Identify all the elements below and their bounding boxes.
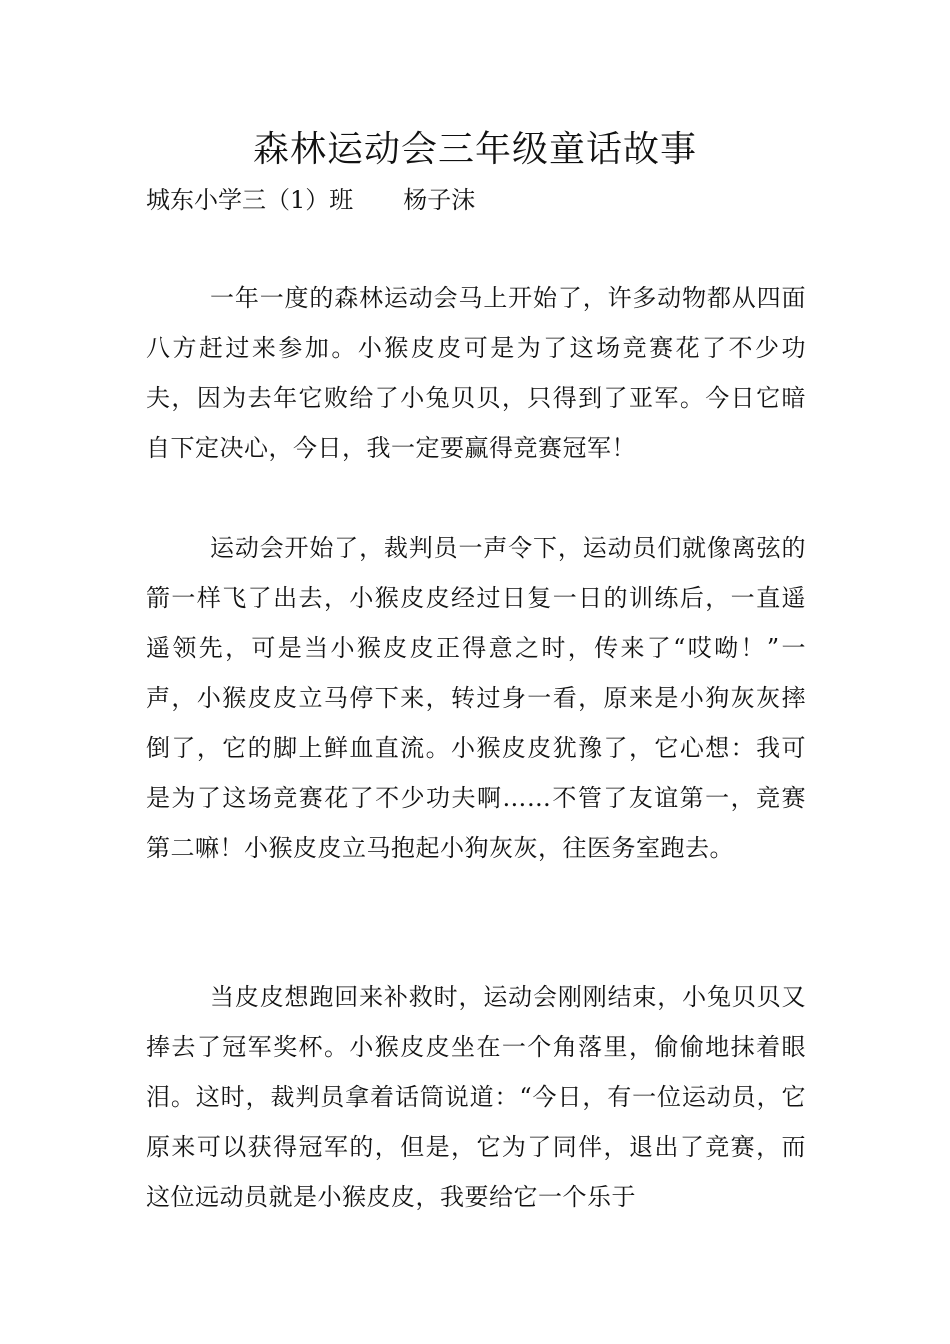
paragraph-3: 当皮皮想跑回来补救时，运动会刚刚结束，小兔贝贝又捧去了冠军奖杯。小猴皮皮坐在一个角落里，偷偷地抹着眼泪。这时，裁判员拿着话筒说道：“今日，有一位运动员，它原来可以获得冠军的，但是，它为了同伴，退出了竞赛，而这位远动员就是小猴皮皮，我要给它一个乐于 xyxy=(146,983,806,1211)
document-title: 森林运动会三年级童话故事 xyxy=(252,129,697,170)
byline xyxy=(146,180,475,220)
paragraph-1: 一年一度的森林运动会马上开始了，许多动物都从四面八方赶过来参加。小猴皮皮可是为了这场竞赛花了不少功夫，因为去年它败给了小兔贝贝，只得到了亚军。今日它暗自下定决心，今日，我一定要赢得竞赛冠军！ xyxy=(146,284,806,462)
byline-author: 杨子沫 xyxy=(403,186,476,214)
byline-school: 城东小学三（1）班 xyxy=(146,186,354,214)
paragraph-2: 运动会开始了，裁判员一声令下，运动员们就像离弦的箭一样飞了出去，小猴皮皮经过日复一日的训练后，一直遥遥领先，可是当小猴皮皮正得意之时，传来了“哎呦！”一声，小猴皮皮立马停下来，转过身一看，原来是小狗灰灰摔倒了，它的脚上鲜血直流。小猴皮皮犹豫了，它心想：我可是为了这场竞赛花了不少功夫啊……不管了友谊第一，竞赛第二嘛！小猴皮皮立马抱起小狗灰灰，往医务室跑去。 xyxy=(146,534,806,862)
